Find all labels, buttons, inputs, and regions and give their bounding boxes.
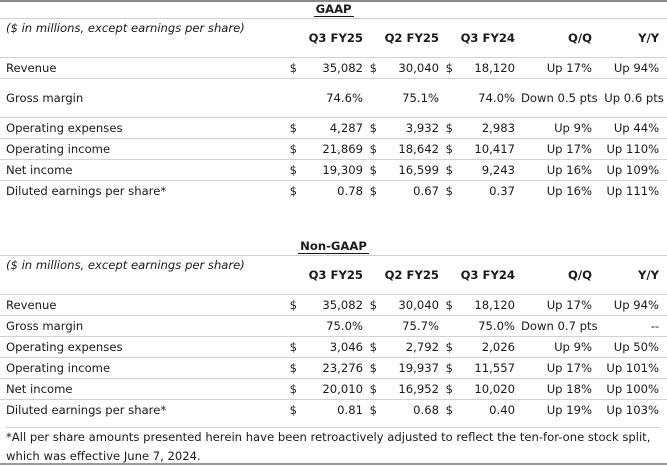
currency-symbol: $	[442, 337, 454, 358]
nongaap-table	[0, 238, 667, 420]
currency-symbol	[442, 79, 454, 118]
gaap-title: GAAP	[315, 2, 352, 16]
gaap-col-q2fy25: Q2 FY25	[378, 19, 442, 58]
value-q2fy25: 16,952	[378, 379, 442, 400]
table-row	[0, 139, 667, 160]
value-q3fy25: 75.0%	[298, 316, 366, 337]
change-qq: Up 17%	[518, 139, 600, 160]
change-yy: Up 103%	[600, 400, 667, 421]
currency-symbol: $	[250, 139, 298, 160]
value-q2fy25: 18,642	[378, 139, 442, 160]
row-label: Operating expenses	[0, 118, 250, 139]
nongaap-col-q3fy25: Q3 FY25	[298, 256, 366, 295]
value-q3fy25: 19,309	[298, 160, 366, 181]
value-q3fy24: 18,120	[454, 58, 518, 79]
nongaap-col-q3fy24: Q3 FY24	[454, 256, 518, 295]
value-q2fy25: 30,040	[378, 295, 442, 316]
value-q3fy24: 74.0%	[454, 79, 518, 118]
change-qq: Up 16%	[518, 181, 600, 202]
value-q3fy24: 2,983	[454, 118, 518, 139]
row-label: Diluted earnings per share*	[0, 400, 250, 421]
currency-symbol	[442, 316, 454, 337]
currency-symbol	[250, 316, 298, 337]
row-label: Operating income	[0, 358, 250, 379]
stock-split-footnote: *All per share amounts presented herein have been retroactively adjusted to reflect the ten-for-one stock split, which was effective June 7, 2024.	[6, 427, 661, 466]
change-yy: Up 101%	[600, 358, 667, 379]
gaap-units-label: ($ in millions, except earnings per share)	[0, 19, 250, 58]
gaap-col-q3fy25: Q3 FY25	[298, 19, 366, 58]
gaap-title-row	[0, 1, 667, 19]
value-q2fy25: 75.7%	[378, 316, 442, 337]
currency-symbol: $	[366, 139, 378, 160]
value-q2fy25: 16,599	[378, 160, 442, 181]
row-label: Net income	[0, 379, 250, 400]
currency-symbol	[366, 79, 378, 118]
value-q3fy25: 20,010	[298, 379, 366, 400]
currency-symbol	[250, 79, 298, 118]
value-q2fy25: 75.1%	[378, 79, 442, 118]
currency-symbol: $	[250, 160, 298, 181]
value-q3fy24: 9,243	[454, 160, 518, 181]
change-yy: --	[600, 316, 667, 337]
change-qq: Down 0.5 pts	[518, 79, 600, 118]
table-row	[0, 295, 667, 316]
change-qq: Up 17%	[518, 295, 600, 316]
currency-symbol: $	[250, 400, 298, 421]
value-q3fy25: 74.6%	[298, 79, 366, 118]
gaap-table	[0, 1, 667, 201]
change-qq: Down 0.7 pts	[518, 316, 600, 337]
table-row	[0, 316, 667, 337]
row-label: Operating expenses	[0, 337, 250, 358]
value-q3fy25: 4,287	[298, 118, 366, 139]
table-row	[0, 358, 667, 379]
currency-symbol: $	[250, 337, 298, 358]
table-row	[0, 181, 667, 202]
currency-symbol: $	[366, 400, 378, 421]
bottom-rule	[0, 463, 667, 465]
currency-symbol: $	[442, 379, 454, 400]
currency-symbol: $	[442, 400, 454, 421]
currency-symbol: $	[366, 181, 378, 202]
value-q3fy24: 2,026	[454, 337, 518, 358]
change-qq: Up 16%	[518, 160, 600, 181]
value-q2fy25: 0.68	[378, 400, 442, 421]
currency-symbol: $	[442, 160, 454, 181]
currency-symbol: $	[250, 379, 298, 400]
currency-symbol: $	[366, 58, 378, 79]
currency-symbol: $	[442, 181, 454, 202]
table-row	[0, 58, 667, 79]
row-label: Net income	[0, 160, 250, 181]
value-q3fy25: 35,082	[298, 295, 366, 316]
change-qq: Up 17%	[518, 58, 600, 79]
gaap-col-qq: Q/Q	[518, 19, 600, 58]
currency-symbol: $	[442, 295, 454, 316]
change-yy: Up 94%	[600, 295, 667, 316]
gaap-header-row	[0, 19, 667, 58]
value-q3fy24: 0.40	[454, 400, 518, 421]
currency-symbol: $	[442, 58, 454, 79]
row-label: Operating income	[0, 139, 250, 160]
currency-symbol: $	[442, 118, 454, 139]
change-qq: Up 9%	[518, 118, 600, 139]
nongaap-col-q2fy25: Q2 FY25	[378, 256, 442, 295]
currency-symbol	[366, 316, 378, 337]
change-yy: Up 111%	[600, 181, 667, 202]
table-row	[0, 79, 667, 118]
currency-symbol: $	[250, 118, 298, 139]
gaap-col-q3fy24: Q3 FY24	[454, 19, 518, 58]
value-q3fy25: 35,082	[298, 58, 366, 79]
nongaap-col-qq: Q/Q	[518, 256, 600, 295]
change-qq: Up 17%	[518, 358, 600, 379]
value-q3fy25: 3,046	[298, 337, 366, 358]
currency-symbol: $	[366, 295, 378, 316]
row-label: Gross margin	[0, 79, 250, 118]
value-q3fy25: 21,869	[298, 139, 366, 160]
currency-symbol: $	[442, 358, 454, 379]
currency-symbol: $	[250, 358, 298, 379]
nongaap-header-row	[0, 256, 667, 295]
currency-symbol: $	[366, 118, 378, 139]
nongaap-units-label: ($ in millions, except earnings per share)	[0, 256, 250, 295]
change-yy: Up 100%	[600, 379, 667, 400]
change-qq: Up 9%	[518, 337, 600, 358]
change-yy: Up 94%	[600, 58, 667, 79]
change-yy: Up 0.6 pts	[600, 79, 667, 118]
currency-symbol: $	[250, 58, 298, 79]
currency-symbol: $	[250, 181, 298, 202]
value-q3fy24: 75.0%	[454, 316, 518, 337]
value-q3fy24: 0.37	[454, 181, 518, 202]
value-q2fy25: 0.67	[378, 181, 442, 202]
table-row	[0, 337, 667, 358]
nongaap-col-yy: Y/Y	[600, 256, 667, 295]
currency-symbol: $	[366, 358, 378, 379]
change-yy: Up 50%	[600, 337, 667, 358]
currency-symbol: $	[442, 139, 454, 160]
currency-symbol: $	[366, 160, 378, 181]
table-row	[0, 160, 667, 181]
value-q3fy25: 23,276	[298, 358, 366, 379]
currency-symbol: $	[366, 337, 378, 358]
row-label: Revenue	[0, 58, 250, 79]
gaap-col-yy: Y/Y	[600, 19, 667, 58]
value-q2fy25: 30,040	[378, 58, 442, 79]
value-q3fy24: 18,120	[454, 295, 518, 316]
value-q3fy24: 11,557	[454, 358, 518, 379]
change-qq: Up 18%	[518, 379, 600, 400]
row-label: Diluted earnings per share*	[0, 181, 250, 202]
row-label: Revenue	[0, 295, 250, 316]
value-q3fy25: 0.78	[298, 181, 366, 202]
value-q2fy25: 19,937	[378, 358, 442, 379]
change-qq: Up 19%	[518, 400, 600, 421]
nongaap-title-row	[0, 238, 667, 256]
currency-symbol: $	[366, 379, 378, 400]
change-yy: Up 110%	[600, 139, 667, 160]
row-label: Gross margin	[0, 316, 250, 337]
change-yy: Up 44%	[600, 118, 667, 139]
table-row	[0, 118, 667, 139]
value-q3fy24: 10,417	[454, 139, 518, 160]
currency-symbol: $	[250, 295, 298, 316]
value-q2fy25: 3,932	[378, 118, 442, 139]
value-q2fy25: 2,792	[378, 337, 442, 358]
value-q3fy24: 10,020	[454, 379, 518, 400]
value-q3fy25: 0.81	[298, 400, 366, 421]
nongaap-title: Non-GAAP	[300, 239, 367, 253]
change-yy: Up 109%	[600, 160, 667, 181]
table-row	[0, 400, 667, 421]
table-row	[0, 379, 667, 400]
